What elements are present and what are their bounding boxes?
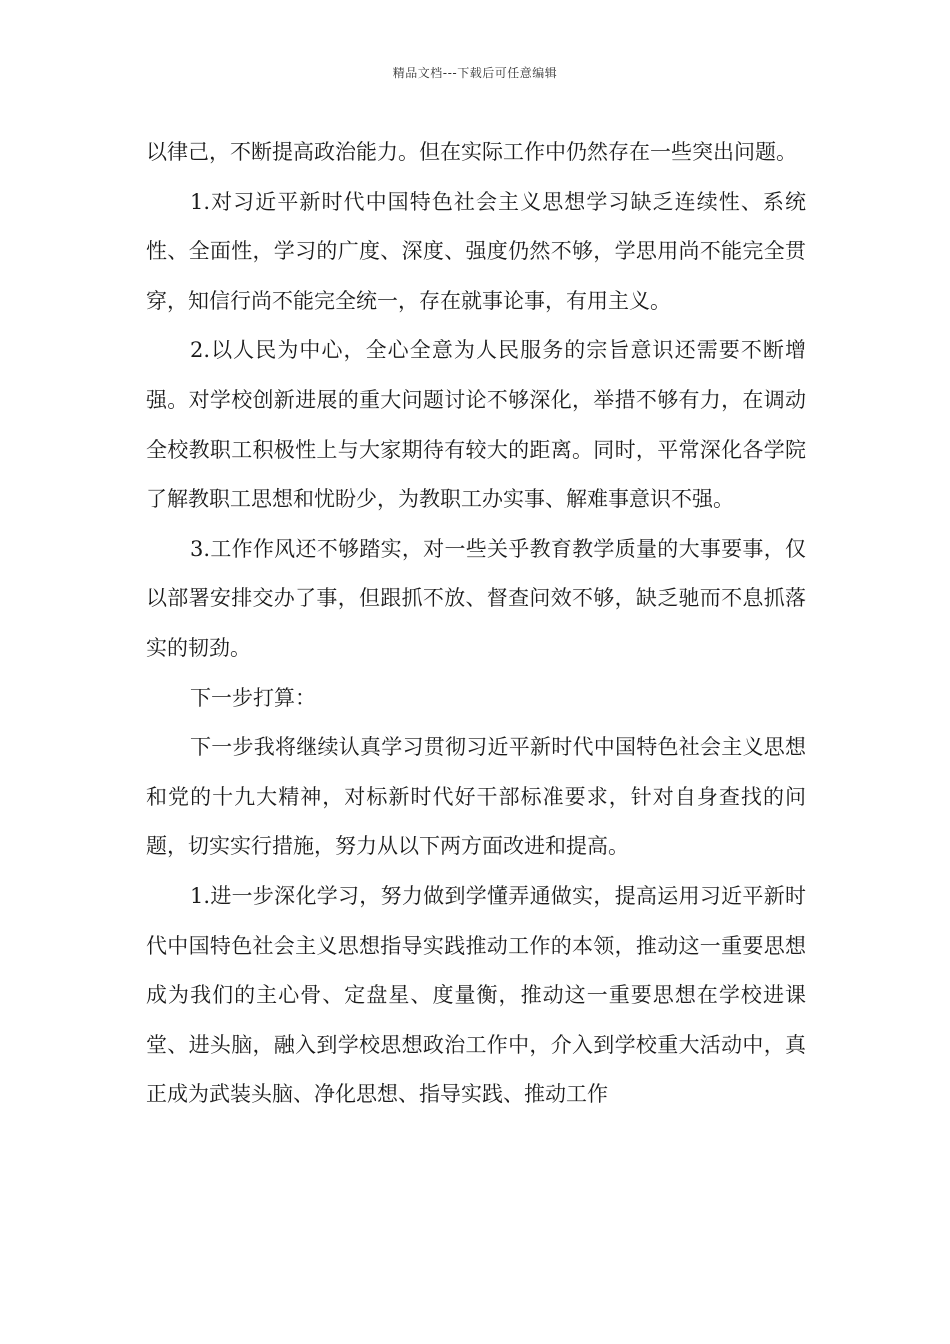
paragraph-problem-1: 1.对习近平新时代中国特色社会主义思想学习缺乏连续性、系统性、全面性，学习的广度、深度、强度仍然不够，学思用尚不能完全贯穿，知信行尚不能完全统一，存在就事论事，有用主义。 bbox=[146, 189, 806, 313]
paragraph-problem-3: 3.工作作风还不够踏实，对一些关乎教育教学质量的大事要事，仅以部署安排交办了事，但跟抓不放、督查问效不够，缺乏驰而不息抓落实的韧劲。 bbox=[146, 536, 806, 660]
paragraph-next-step-1: 1.进一步深化学习，努力做到学懂弄通做实，提高运用习近平新时代中国特色社会主义思想指导实践推动工作的本领，推动这一重要思想成为我们的主心骨、定盘星、度量衡，推动这一重要思想在学校进课堂、进头脑，融入到学校思想政治工作中，介入到学校重大活动中，真正成为武装头脑、净化思想、指导实践、推动工作 bbox=[146, 883, 806, 1107]
paragraph-next-steps-intro: 下一步我将继续认真学习贯彻习近平新时代中国特色社会主义思想和党的十九大精神，对标新时代好干部标准要求，针对自身查找的问题，切实实行措施，努力从以下两方面改进和提高。 bbox=[146, 735, 806, 859]
document-body bbox=[146, 128, 806, 1120]
section-heading-next-steps: 下一步打算： bbox=[190, 685, 316, 710]
page-header: 精品文档---下载后可任意编辑 bbox=[392, 66, 558, 80]
paragraph-problem-2: 2.以人民为中心，全心全意为人民服务的宗旨意识还需要不断增强。对学校创新进展的重大问题讨论不够深化，举措不够有力，在调动全校教职工积极性上与大家期待有较大的距离。同时，平常深化各学院了解教职工思想和忧盼少，为教职工办实事、解难事意识不强。 bbox=[146, 338, 806, 512]
paragraph-continuation: 以律己，不断提高政治能力。但在实际工作中仍然存在一些突出问题。 bbox=[146, 140, 797, 164]
